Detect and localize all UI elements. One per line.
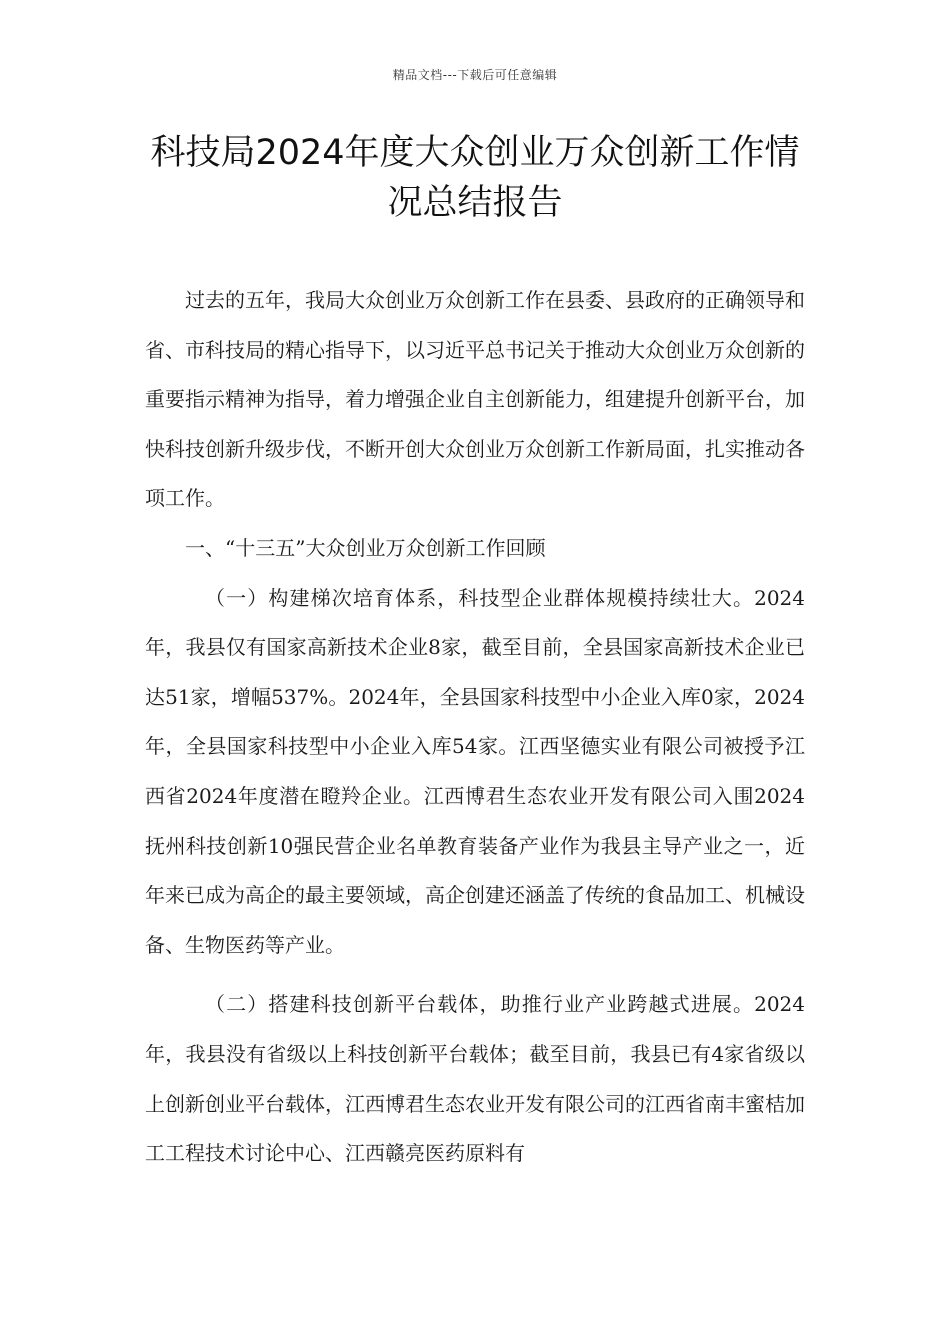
document-body (145, 276, 805, 1179)
intro-paragraph: 过去的五年，我局大众创业万众创新工作在县委、县政府的正确领导和省、市科技局的精心指导下，以习近平总书记关于推动大众创业万众创新的重要指示精神为指导，着力增强企业自主创新能力，组建提升创新平台，加快科技创新升级步伐，不断开创大众创业万众创新工作新局面，扎实推动各项工作。 (145, 288, 805, 511)
document-title: 科技局2024年度大众创业万众创新工作情况总结报告 (150, 133, 800, 223)
subsection-paragraph: （一）构建梯次培育体系，科技型企业群体规模持续壮大。2024年，我县仅有国家高新技术企业8家，截至目前，全县国家高新技术企业已达51家，增幅537%。2024年，全县国家科技型中小企业入库0家，2024年，全县国家科技型中小企业入库54家。江西坚德实业有限公司被授予江西省2024年度潜在瞪羚企业。江西博君生态农业开发有限公司入围2024抚州科技创新10强民营企业名单教育装备产业作为我县主导产业之一，近年来已成为高企的最主要领域，高企创建还涵盖了传统的食品加工、机械设备、生物医药等产业。 (145, 585, 805, 957)
section-heading: 一、“十三五”大众创业万众创新工作回顾 (185, 535, 546, 560)
paragraph-gap (145, 970, 805, 980)
header-note: 精品文档---下载后可任意编辑 (392, 68, 558, 82)
subsection-paragraph: （二）搭建科技创新平台载体，助推行业产业跨越式进展。2024年，我县没有省级以上科技创新平台载体；截至目前，我县已有4家省级以上创新创业平台载体，江西博君生态农业开发有限公司的江西省南丰蜜桔加工工程技术讨论中心、江西赣亮医药原料有 (145, 992, 805, 1166)
